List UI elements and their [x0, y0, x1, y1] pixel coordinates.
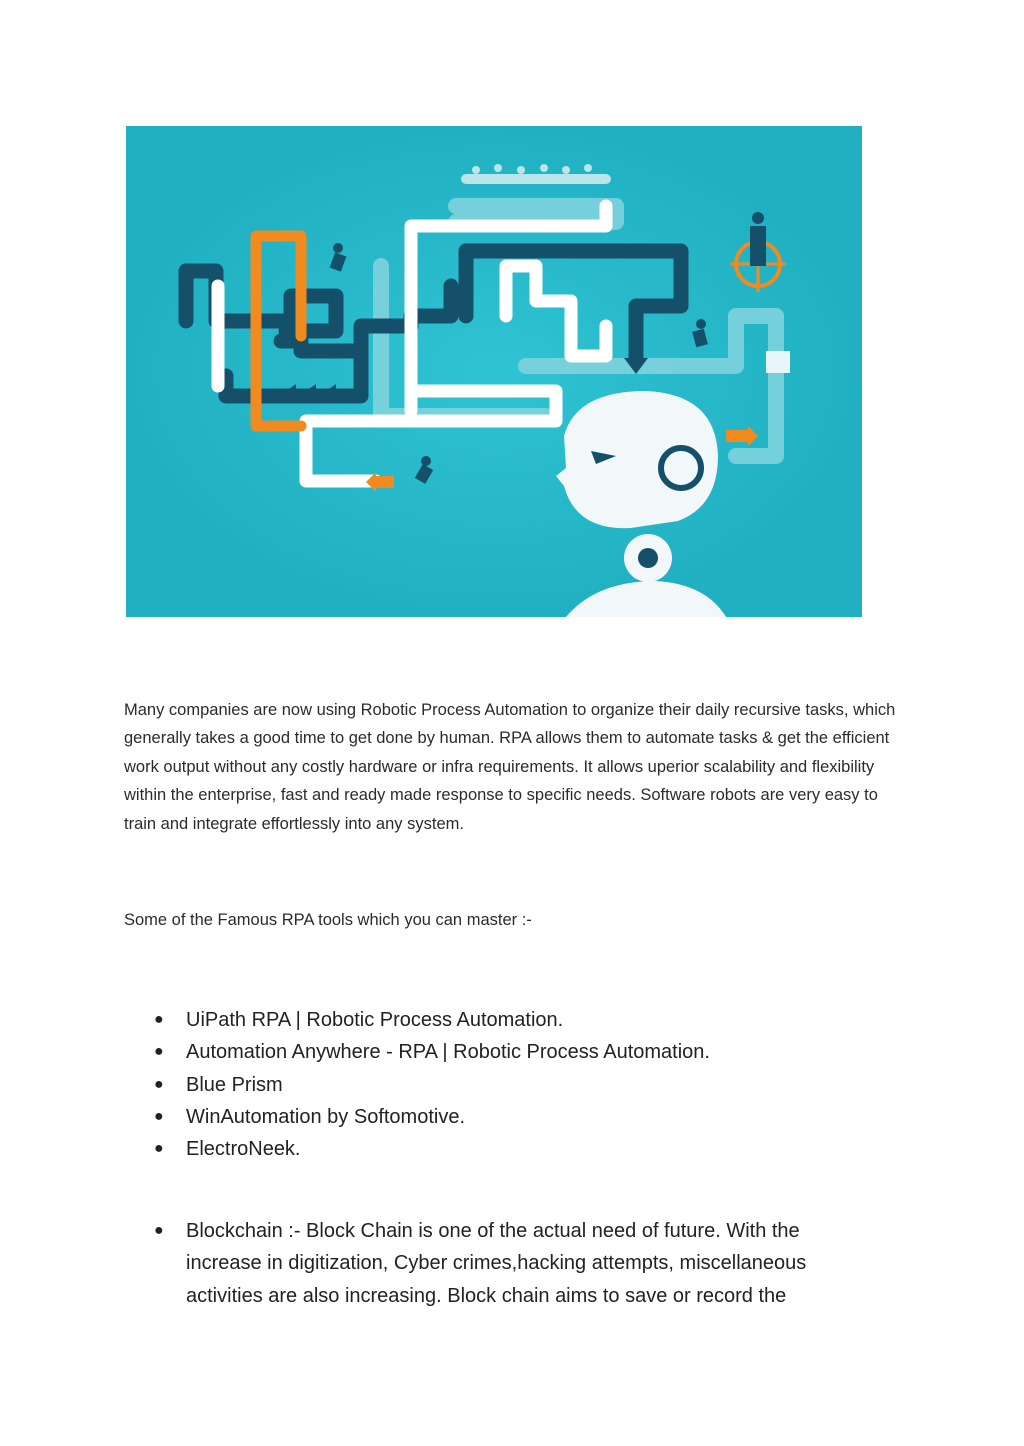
intro-paragraph: Many companies are now using Robotic Process Automation to organize their daily recursive tasks, which generally takes a good time to get done by human. RPA allows them to automate tasks & get the efficient work output without any costly hardware or infra requirements. It allows uperior scalability and flexibility within the enterprise, fast and ready made response to specific needs. Software robots are very easy to train and integrate effortlessly into any system.: [124, 701, 896, 833]
bullet-icon: ●: [154, 1140, 164, 1158]
bullet-icon: ●: [154, 1107, 164, 1125]
list-item: [124, 1069, 884, 1101]
list-item: [124, 1215, 844, 1312]
list-item-text: UiPath RPA | Robotic Process Automation.: [186, 1009, 564, 1031]
list-item: [124, 1036, 884, 1068]
rpa-illustration: [126, 126, 862, 617]
bullet-icon: ●: [154, 1075, 164, 1093]
robotic-process-automation-illustration-icon: [126, 126, 862, 617]
bullet-icon: ●: [154, 1043, 164, 1061]
list-item: [124, 1004, 884, 1036]
tools-intro-paragraph: Some of the Famous RPA tools which you can master :-: [124, 911, 532, 929]
list-item-text: Blue Prism: [186, 1073, 283, 1096]
bullet-icon: ●: [154, 1011, 164, 1028]
blockchain-text: Blockchain :- Block Chain is one of the actual need of future. With the increase in digitization, Cyber crimes,hacking attempts, miscellaneous activities are also increasing. Block chain aims to save or record the: [186, 1220, 807, 1307]
blockchain-list: [124, 1215, 844, 1312]
list-item: [124, 1133, 884, 1165]
list-item-text: Automation Anywhere - RPA | Robotic Process Automation.: [186, 1041, 710, 1064]
list-item-text: ElectroNeek.: [186, 1138, 301, 1161]
rpa-tools-list: [124, 1004, 884, 1165]
bullet-icon: ●: [154, 1222, 164, 1239]
list-item-text: WinAutomation by Softomotive.: [186, 1105, 466, 1128]
list-item: [124, 1101, 884, 1133]
